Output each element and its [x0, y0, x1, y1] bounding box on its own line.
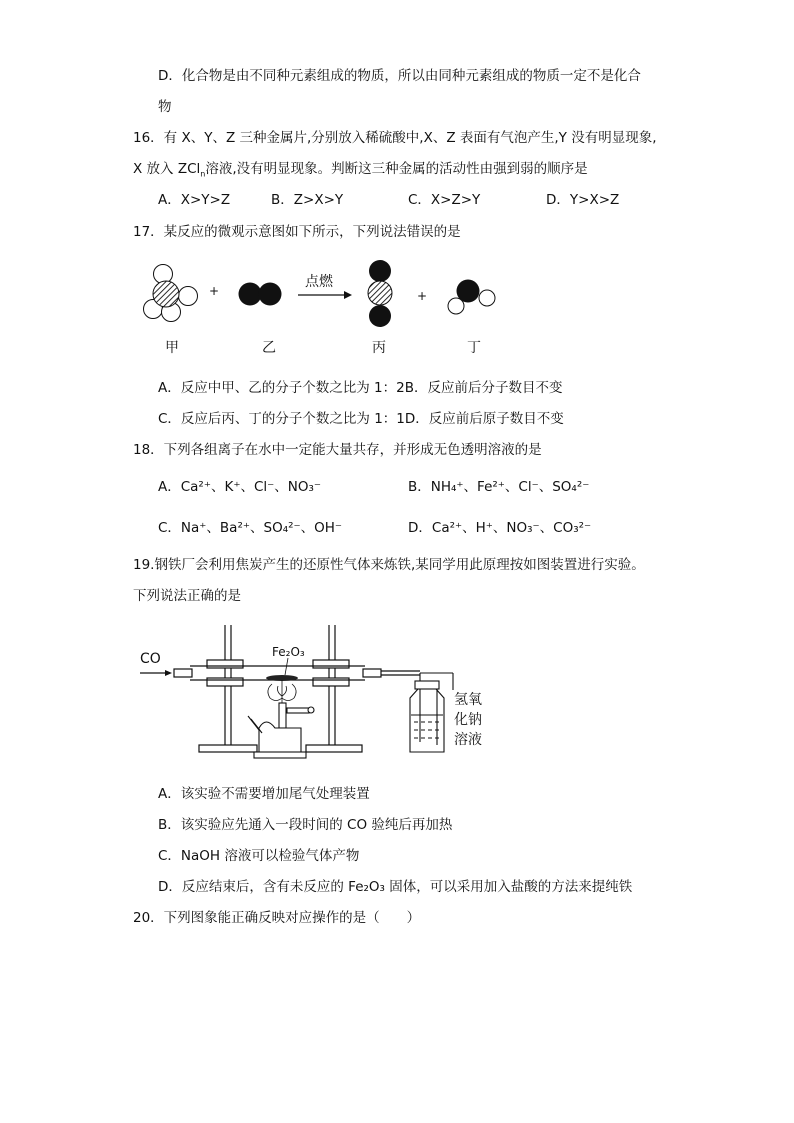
q19-option-b: B．该实验应先通入一段时间的 CO 验纯后再加热: [158, 817, 453, 833]
q18-stem: 18．下列各组离子在水中一定能大量共存，并形成无色透明溶液的是: [133, 442, 542, 458]
q19-stem-line2: 下列说法正确的是: [133, 588, 241, 604]
q15-option-d-line1: D．化合物是由不同种元素组成的物质，所以由同种元素组成的物质一定不是化合: [158, 68, 641, 84]
arrow-label: 点燃: [305, 274, 333, 290]
q19-option-d: D．反应结束后，含有未反应的 Fe₂O₃ 固体，可以采用加入盐酸的方法来提纯铁: [158, 879, 633, 895]
q16-option-d: D．Y>X>Z: [546, 192, 620, 208]
q16-stem-line2: X 放入 ZCl$_n$溶液,没有明显现象。判断这三种金属的活动性由强到弱的顺序是: [133, 161, 588, 179]
plus-sign-2: +: [417, 289, 428, 303]
q17-options-row2: C．反应后丙、丁的分子个数之比为 1：1D．反应前后原子数目不变: [158, 411, 564, 427]
q18-option-b: B．NH₄⁺、Fe²⁺、Cl⁻、SO₄²⁻: [408, 479, 590, 495]
fe2o3-label: Fe₂O₃: [272, 645, 305, 659]
label-ding: 丁: [467, 340, 481, 356]
label-jia: 甲: [165, 340, 179, 356]
q16-option-c: C．X>Z>Y: [408, 192, 481, 208]
q18-option-a: A．Ca²⁺、K⁺、Cl⁻、NO₃⁻: [158, 479, 322, 495]
plus-sign-1: +: [209, 284, 220, 298]
q18-option-d: D．Ca²⁺、H⁺、NO₃⁻、CO₃²⁻: [408, 520, 592, 536]
alcohol-burner: [248, 703, 314, 758]
flame-icon: [268, 680, 296, 704]
q19-option-a: A．该实验不需要增加尾气处理装置: [158, 786, 370, 802]
q19-option-c: C．NaOH 溶液可以检验气体产物: [158, 848, 360, 864]
q17-stem: 17．某反应的微观示意图如下所示，下列说法错误的是: [133, 224, 461, 240]
label-yi: 乙: [262, 340, 276, 356]
q16-option-a: A．X>Y>Z: [158, 192, 231, 208]
q20-stem: 20．下列图象能正确反映对应操作的是（ ）: [133, 910, 421, 926]
naoh-label: 氢氧 化钠 溶液: [454, 692, 482, 748]
label-bing: 丙: [372, 340, 386, 356]
q18-option-c: C．Na⁺、Ba²⁺、SO₄²⁻、OH⁻: [158, 520, 343, 536]
q17-options-row1: A．反应中甲、乙的分子个数之比为 1：2B．反应前后分子数目不变: [158, 380, 563, 396]
naoh-wash-bottle: [410, 673, 453, 752]
q16-option-b: B．Z>X>Y: [271, 192, 344, 208]
q15-option-d-line2: 物: [158, 99, 172, 115]
co-label: CO: [140, 651, 161, 667]
q19-stem-line1: 19.钢铁厂会利用焦炭产生的还原性气体来炼铁,某同学用此原理按如图装置进行实验。: [133, 557, 645, 573]
q16-stem-line1: 16．有 X、Y、Z 三种金属片,分别放入稀硫酸中,X、Z 表面有气泡产生,Y 没有明显现象,: [133, 130, 657, 146]
